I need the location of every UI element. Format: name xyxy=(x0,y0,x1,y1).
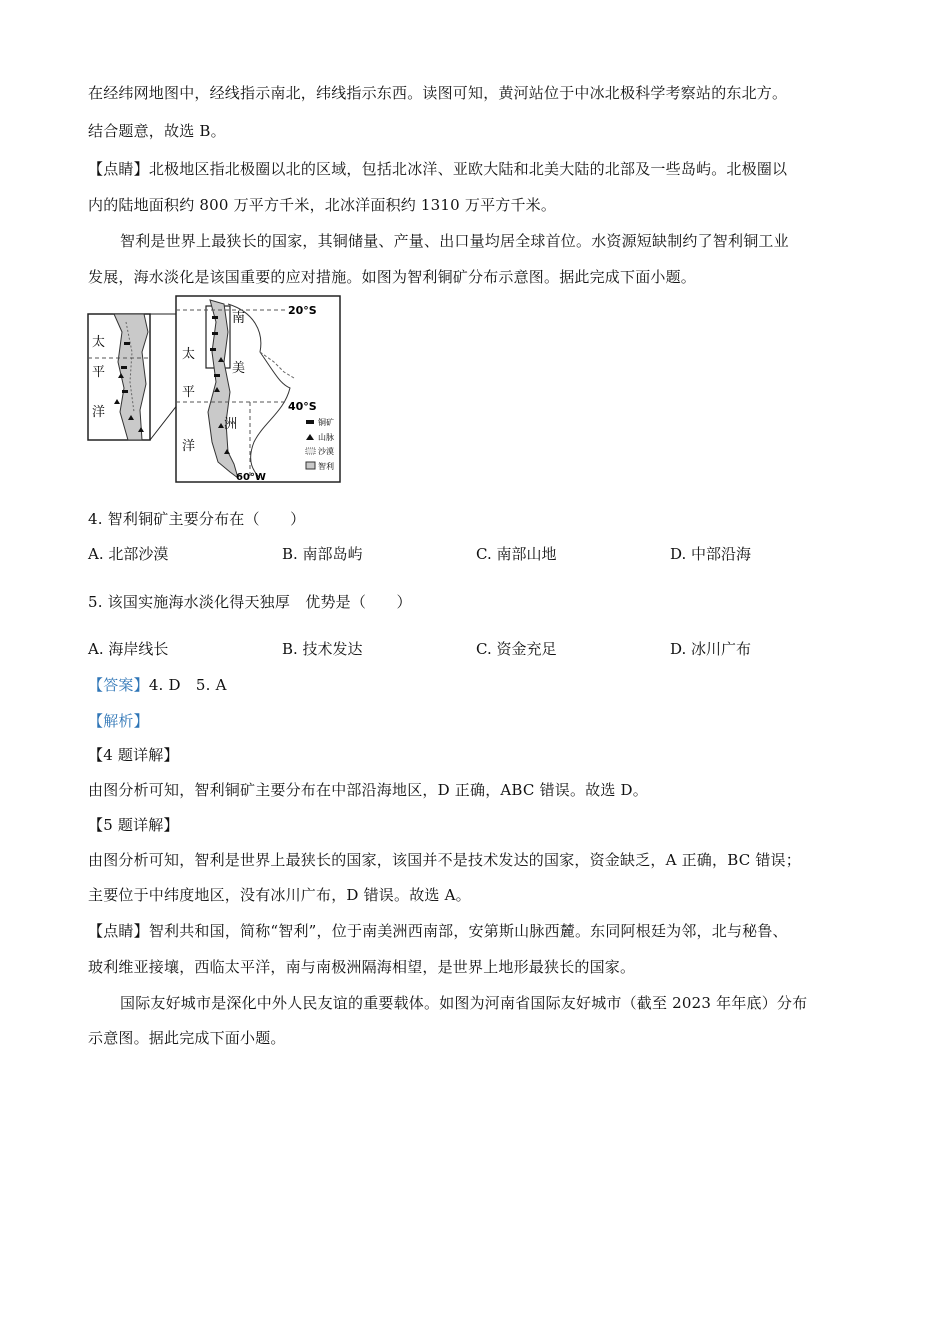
paragraph-line: 结合题意，故选 B。 xyxy=(88,122,226,140)
detail-5-line: 主要位于中纬度地区，没有冰川广布，D 错误。故选 A。 xyxy=(88,886,471,904)
note-text: 智利共和国，简称“智利”，位于南美洲西南部，安第斯山脉西麓。东同阿根廷为邻，北与秘鲁、 xyxy=(148,922,788,940)
answer-line xyxy=(88,674,227,695)
answer-text: 4. D 5. A xyxy=(148,676,227,694)
detail-4-text: 由图分析可知，智利铜矿主要分布在中部沿海地区，D 正确，ABC 错误。故选 D。 xyxy=(88,781,648,799)
note-line: 内的陆地面积约 800 万平方千米，北冰洋面积约 1310 万平方千米。 xyxy=(88,196,557,214)
latitude-label: 40°S xyxy=(288,400,317,413)
q4-option-a[interactable]: A. 北部沙漠 xyxy=(88,545,169,563)
chile-copper-map xyxy=(84,292,344,488)
legend-label: 铜矿 xyxy=(318,418,334,427)
detail-4-tag: 【4 题详解】 xyxy=(88,746,179,764)
q5-option-a[interactable]: A. 海岸线长 xyxy=(88,640,169,658)
ocean-label: 太 xyxy=(92,335,106,350)
answer-tag: 【答案】 xyxy=(88,676,149,694)
legend-chile-icon xyxy=(306,462,315,469)
q4-option-d[interactable]: D. 中部沿海 xyxy=(670,545,752,563)
q5-option-b[interactable]: B. 技术发达 xyxy=(282,640,363,658)
continent-label: 洲 xyxy=(224,417,238,432)
latitude-label: 20°S xyxy=(288,304,317,317)
question-4-stem: 4. 智利铜矿主要分布在（ ） xyxy=(88,510,306,528)
ocean-label: 太 xyxy=(182,347,196,362)
q5-option-c[interactable]: C. 资金充足 xyxy=(476,640,557,658)
intro-line: 示意图。据此完成下面小题。 xyxy=(88,1029,286,1047)
main-map-frame xyxy=(176,296,340,482)
note-tag: 【点睛】 xyxy=(88,160,149,178)
note-line xyxy=(88,920,788,941)
analysis-tag: 【解析】 xyxy=(88,712,149,730)
q4-option-b[interactable]: B. 南部岛屿 xyxy=(282,545,363,563)
note-tag: 【点睛】 xyxy=(88,922,149,940)
intro-line: 发展，海水淡化是该国重要的应对措施。如图为智利铜矿分布示意图。据此完成下面小题。 xyxy=(88,268,697,286)
ocean-label: 平 xyxy=(92,365,106,380)
legend-label: 智利 xyxy=(318,462,334,471)
ocean-label: 平 xyxy=(182,385,196,400)
note-line xyxy=(88,158,787,179)
note-text: 北极地区指北极圈以北的区域，包括北冰洋、亚欧大陆和北美大陆的北部及一些岛屿。北极圈以 xyxy=(148,160,788,178)
q5-option-d[interactable]: D. 冰川广布 xyxy=(670,640,752,658)
detail-5-tag: 【5 题详解】 xyxy=(88,816,179,834)
paragraph-line: 在经纬网地图中，经线指示南北，纬线指示东西。读图可知，黄河站位于中冰北极科学考察站的东北方。 xyxy=(88,84,788,102)
map-svg xyxy=(84,292,344,488)
intro-line: 智利是世界上最狭长的国家，其铜储量、产量、出口量均居全球首位。水资源短缺制约了智利铜工业 xyxy=(120,232,789,250)
continent-label: 美 xyxy=(232,361,246,376)
q4-option-c[interactable]: C. 南部山地 xyxy=(476,545,557,563)
legend-label: 沙漠 xyxy=(318,447,334,456)
intro-line: 国际友好城市是深化中外人民友谊的重要载体。如图为河南省国际友好城市（截至 2023 年年底）分布 xyxy=(120,994,808,1012)
ocean-label: 洋 xyxy=(92,405,106,420)
note-line: 玻利维亚接壤，西临太平洋，南与南极洲隔海相望，是世界上地形最狭长的国家。 xyxy=(88,958,636,976)
longitude-label: 60°W xyxy=(236,472,266,483)
legend-copper-icon xyxy=(306,420,314,424)
legend-label: 山脉 xyxy=(318,433,334,442)
legend-desert-icon xyxy=(306,448,315,454)
detail-5-line: 由图分析可知，智利是世界上最狭长的国家，该国并不是技术发达的国家，资金缺乏，A 正确，BC 错误； xyxy=(88,851,801,869)
ocean-label: 洋 xyxy=(182,439,196,454)
continent-label: 南 xyxy=(232,311,246,326)
question-5-stem: 5. 该国实施海水淡化得天独厚 优势是（ ） xyxy=(88,593,412,611)
